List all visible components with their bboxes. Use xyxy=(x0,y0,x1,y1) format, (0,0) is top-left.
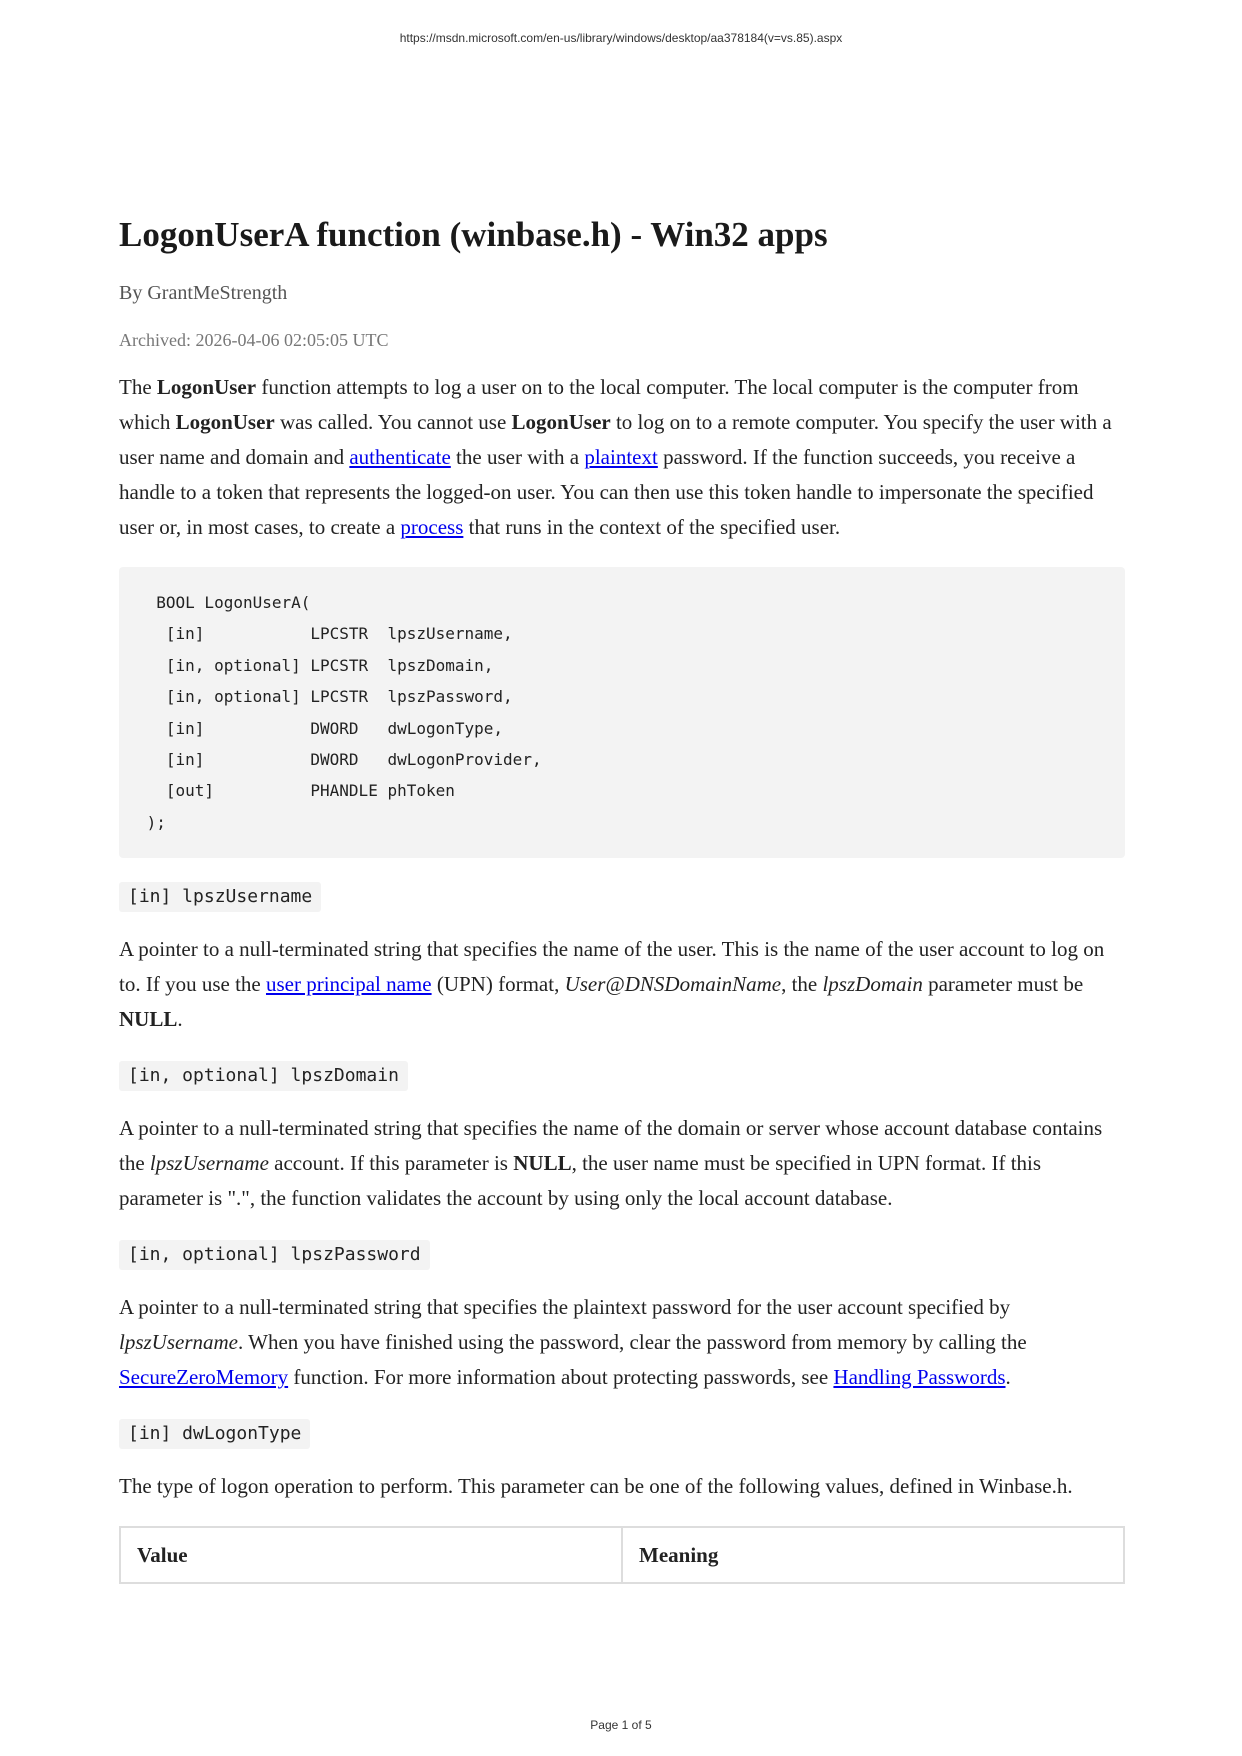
function-name-bold: LogonUser xyxy=(175,410,275,434)
table-header-row xyxy=(120,1527,1124,1583)
table-header-meaning: Meaning xyxy=(622,1527,1124,1583)
param-desc-lpszpassword: A pointer to a null-terminated string that specifies the plaintext password for the user account specified by lpszUsername. When you have finished using the password, clear the password from memory by calling the SecureZeroMemory function. For more information about protecting passwords, see Handling Passwords. xyxy=(119,1295,1027,1390)
intro-paragraph: The LogonUser function attempts to log a user on to the local computer. The local computer is the computer from which LogonUser was called. You cannot use LogonUser to log on to a remote computer. You specify the user with a user name and domain and authenticate the user with a plaintext password. If the function succeeds, you receive a handle to a token that represents the logged-on user. You can then use this token handle to impersonate the specified user or, in most cases, to create a process that runs in the context of the specified user. xyxy=(119,375,1112,539)
function-name-bold: LogonUser xyxy=(156,375,257,399)
function-name-bold: LogonUser xyxy=(511,410,611,434)
author-byline: By GrantMeStrength xyxy=(119,282,288,304)
page-title: LogonUserA function (winbase.h) - Win32 apps xyxy=(119,215,828,254)
archived-timestamp: Archived: 2026-04-06 02:05:05 UTC xyxy=(119,330,389,350)
user-principal-name-link[interactable]: user principal name xyxy=(265,972,432,997)
param-desc-lpszusername: A pointer to a null-terminated string that specifies the name of the user. This is the name of the user account to log on to. If you use the user principal name (UPN) format, User@DNSDomainName, the lpszDomain parameter must be NULL. xyxy=(119,937,1105,1032)
param-name-dwlogontype: [in] dwLogonType xyxy=(119,1419,310,1449)
process-link[interactable]: process xyxy=(400,515,464,539)
authenticate-link[interactable]: authenticate xyxy=(349,445,451,469)
param-name-lpszpassword: [in, optional] lpszPassword xyxy=(119,1240,430,1270)
param-name-lpszdomain: [in, optional] lpszDomain xyxy=(119,1061,408,1091)
param-desc-dwlogontype: The type of logon operation to perform. This parameter can be one of the following values, defined in Winbase.h. xyxy=(119,1474,1073,1499)
page-number: Page 1 of 5 xyxy=(590,1718,652,1732)
handling-passwords-link[interactable]: Handling Passwords xyxy=(833,1365,1006,1390)
logon-type-values-table xyxy=(119,1526,1125,1584)
plaintext-link[interactable]: plaintext xyxy=(584,445,658,469)
param-name-lpszusername: [in] lpszUsername xyxy=(119,882,321,912)
securezeromemory-link[interactable]: SecureZeroMemory xyxy=(119,1365,289,1390)
syntax-code: BOOL LogonUserA( [in] LPCSTR lpszUsername, [in, optional] LPCSTR lpszDomain, [in, optional] LPCSTR lpszPassword, [in] DWORD dwLogonType, [in] DWORD dwLogonProvider, [out] PHANDLE phToken ); xyxy=(146,593,542,832)
syntax-code-block xyxy=(119,567,1125,858)
table-header-value: Value xyxy=(120,1527,622,1583)
param-desc-lpszdomain: A pointer to a null-terminated string that specifies the name of the domain or server whose account database contains the lpszUsername account. If this parameter is NULL, the user name must be specified in UPN format. If this parameter is ".", the function validates the account by using only the local account database. xyxy=(119,1116,1103,1211)
print-header-url: https://msdn.microsoft.com/en-us/library/windows/desktop/aa378184(v=vs.85).aspx xyxy=(399,31,843,45)
article xyxy=(119,212,1125,1584)
